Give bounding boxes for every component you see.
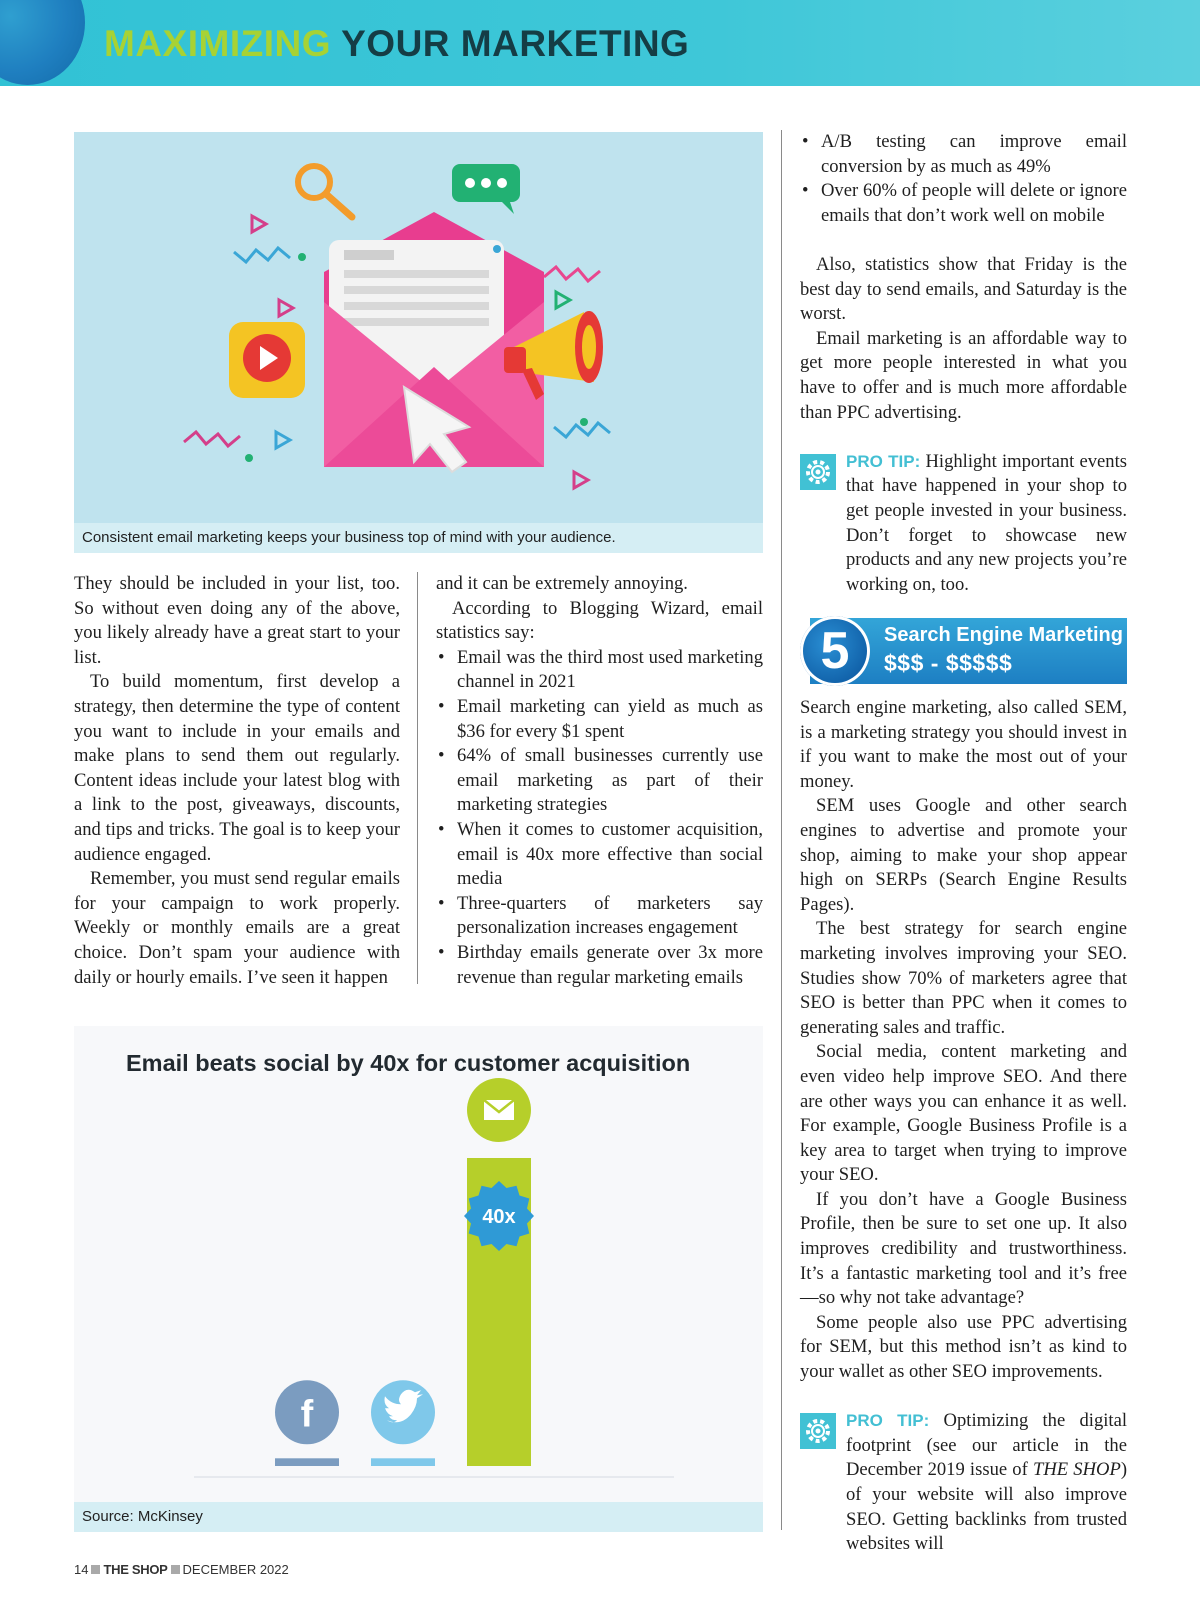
section-number: 5 [820,622,850,680]
header-orb-decoration [0,0,85,85]
title-main: YOUR MARKETING [341,23,690,64]
list-item: • 64% of small businesses currently use email marketing as part of their marketing strategies [436,744,763,818]
paragraph: They should be included in your list, too. So without even doing any of the above, you likely already have a great start to your list. [74,573,400,668]
list-item: • A/B testing can improve email conversion by as much as 49% [800,130,1127,179]
pro-tip-text: Highlight important events that have happened in your shop to get people invested in your business. Don’t forget to showcase new products and any new projects you’re working on, too. [846,450,1128,595]
list-item: • Birthday emails generate over 3x more revenue than regular marketing emails [436,941,763,990]
column-middle [436,572,763,990]
column-divider [781,130,782,1530]
annotation-label: 40x [482,1206,516,1228]
separator [91,1565,100,1574]
page-footer [74,1562,289,1577]
paragraph: To build momentum, first develop a strategy, then determine the type of content you want to include in your emails and make plans to send them out regularly. Content ideas include your latest blog with a link to the post, giveaways, discounts, and tips and tricks. The goal is to keep your audience engaged. [74,671,400,865]
list-item: • Three-quarters of marketers say personalization increases engagement [436,892,763,941]
magazine-name-italic: THE SHOP [1032,1459,1121,1481]
paragraph: Some people also use PPC advertising for SEM, but this method isn’t as kind to your wallet as other SEO improvements. [800,1311,1127,1383]
separator [171,1565,180,1574]
paragraph: Also, statistics show that Friday is the best day to send emails, and Saturday is the worst. [800,253,1127,325]
bar-twitter [371,1458,435,1466]
email-illustration [74,132,763,523]
page-title [104,22,689,66]
list-item: • When it comes to customer acquisition, email is 40x more effective than social media [436,818,763,892]
section-banner [800,616,1127,686]
paragraph: Email marketing is an affordable way to get more people interested in what you have to offer and is much more affordable than PPC advertising. [800,327,1127,423]
pro-tip-box [800,450,1127,598]
stats-list-continued [800,130,1127,228]
page-number: 14 [74,1562,89,1577]
paragraph: Social media, content marketing and even video help improve SEO. And there are other ways you can enhance it as well. For example, Google Business Profile is a key area to target when trying to improve your SEO. [800,1041,1127,1186]
chart-figure [74,1026,763,1531]
paragraph: and it can be extremely annoying. [436,573,688,594]
list-item: • Over 60% of people will delete or ignore emails that don’t work well on mobile [800,179,1127,228]
paragraph: Search engine marketing, also called SEM, is a marketing strategy you should invest in if you want to make the most out of your money. [800,697,1127,792]
paragraph: SEM uses Google and other search engines to advertise and promote your shop, aiming to make your shop appear high on SERPs (Search Engine Results Pages). [800,795,1127,915]
section-title: Search Engine Marketing [884,624,1123,646]
bar-facebook [275,1458,339,1466]
email-illustration-figure [74,132,763,553]
gear-icon [800,1413,836,1449]
paragraph: According to Blogging Wizard, email statistics say: [436,597,763,644]
paragraph: The best strategy for search engine marketing involves improving your SEO. Studies show 70% of marketers agree that SEO is better than PPC when it comes to generating sales and traffic. [800,918,1127,1038]
pro-tip-text-end: ) of your website will also improve SEO. Getting backlinks from trusted websites will [846,1459,1128,1555]
pro-tip-label: PRO TIP: [846,451,921,471]
list-item: • Email was the third most used marketing channel in 2021 [436,646,763,695]
paragraph: If you don’t have a Google Business Profile, then be sure to set one up. It also improves credibility and trustworthiness. It’s a fantastic marketing tool and it’s free—so why not take advantage? [800,1188,1127,1309]
column-left [74,572,400,990]
magazine-name: THE SHOP [103,1562,168,1577]
pro-tip-text: Optimizing the digital footprint (see our article in the December 2019 issue of [846,1410,1127,1481]
issue-date: DECEMBER 2022 [182,1562,289,1577]
page-header [0,0,1200,86]
facebook-glyph: f [300,1393,314,1436]
pro-tip-label: PRO TIP: [846,1411,930,1431]
column-right [800,130,1127,597]
bar-chart [74,1026,763,1502]
gear-icon [800,454,836,490]
list-item: • Email marketing can yield as much as $36 for every $1 spent [436,695,763,744]
title-highlight: MAXIMIZING [104,23,331,64]
column-right-sem [800,696,1127,1557]
chart-source: Source: McKinsey [74,1502,763,1532]
paragraph: Remember, you must send regular emails for your campaign to work properly. Weekly or monthly emails are a great choice. Don’t spam your audience with daily or hourly emails. I’ve seen it happen [74,868,400,988]
figure-caption: Consistent email marketing keeps your business top of mind with your audience. [74,523,763,553]
stats-list [436,646,763,990]
chart-title: Email beats social by 40x for customer acquisition [126,1050,691,1076]
pro-tip-box [800,1409,1127,1557]
section-cost: $$$ - $$$$$ [884,650,1013,676]
column-divider [417,572,418,984]
